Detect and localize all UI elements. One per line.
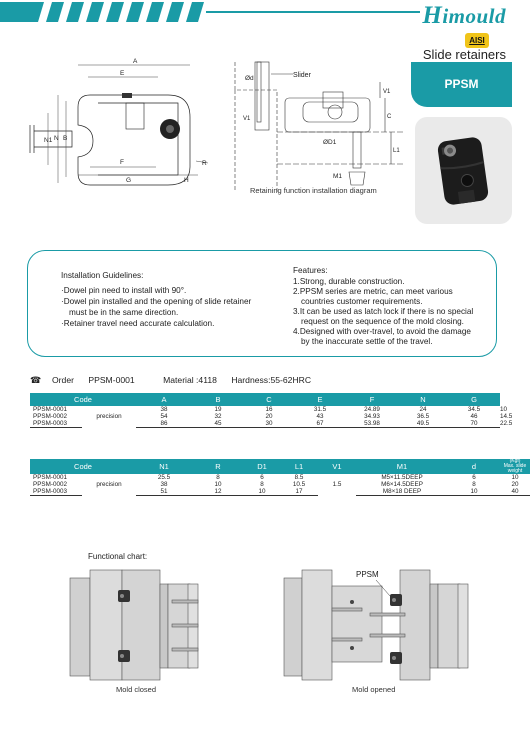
functional-chart-title: Functional chart:: [88, 552, 148, 561]
header-v1: V1: [318, 459, 356, 474]
header-a: A: [136, 393, 192, 406]
phone-icon: ☎: [30, 375, 42, 385]
installation-diagram: [215, 60, 407, 195]
guideline-item: ·Retainer travel need accurate calculation.: [61, 319, 215, 328]
label-f: F: [120, 159, 124, 166]
feature-item: request on the sequence of the mold closing.: [301, 317, 464, 326]
label-v1-right: V1: [383, 89, 391, 95]
feature-item: countries customer requirements.: [301, 297, 423, 306]
label-b: B: [63, 135, 68, 142]
label-d1: ØD1: [323, 139, 337, 146]
header-c: C: [244, 393, 294, 406]
order-code: PPSM-0001: [88, 375, 135, 385]
diagram-caption: Retaining function installation diagram: [250, 186, 377, 195]
label-m1: M1: [333, 173, 343, 180]
brand-logo: Himould: [422, 2, 506, 29]
table-row: PPSM-0001 precision 25.5 8 6 8.5 1.5 M5×11.5DEEP 6 10: [30, 474, 530, 481]
hardness: Hardness:55-62HRC: [231, 375, 312, 385]
ppsm-callout: PPSM: [356, 570, 379, 579]
order-line: [30, 375, 323, 386]
header-m1: M1: [356, 459, 448, 474]
feature-item: 2.PPSM series are metric, can meet various: [293, 287, 453, 296]
table-header: [30, 459, 530, 474]
header-g: G: [448, 393, 500, 406]
feature-item: 3.It can be used as latch lock if there is no special: [293, 307, 474, 316]
feature-item: by the inaccurate settle of the travel.: [301, 337, 433, 346]
part-code-box: PPSM: [411, 62, 512, 107]
header-weight: (Kgf) Max. slide weight: [500, 459, 530, 474]
label-l1: L1: [393, 148, 400, 154]
grade-cell: precision: [96, 413, 122, 421]
label-h: H: [184, 177, 189, 184]
label-g: G: [126, 177, 132, 184]
label-d: Ød: [245, 75, 254, 82]
label-e: E: [120, 70, 125, 77]
header-code: Code: [30, 459, 136, 474]
label-c: C: [387, 114, 392, 120]
dimension-drawing: [8, 55, 223, 235]
feature-item: 4.Designed with over-travel, to avoid the damage: [293, 327, 471, 336]
label-n1: N1: [44, 137, 53, 144]
header-n: N: [398, 393, 448, 406]
feature-item: 1.Strong, durable construction.: [293, 277, 405, 286]
header-code: Code: [30, 393, 136, 406]
table-row: PPSM-0003 51 12 10 17 M8×18 DEEP 10 40: [30, 488, 530, 496]
table-row: PPSM-0002 54 32 20 43 34.93 36.5 46 14.5: [33, 413, 513, 420]
header-n1: N1: [136, 459, 192, 474]
header-l1: L1: [280, 459, 318, 474]
table-row: PPSM-0003 86 45 30 67 53.98 49.5 70 22.5: [30, 420, 500, 428]
table-header: Code A B C E F N G H: [30, 393, 500, 406]
header-d1: D1: [244, 459, 280, 474]
category-title: Slide retainers: [422, 47, 506, 62]
mold-opened-caption: Mold opened: [352, 685, 396, 694]
specification-table: [30, 459, 530, 496]
header-e: E: [294, 393, 346, 406]
mold-closed-diagram: [52, 570, 222, 680]
header-b: B: [192, 393, 244, 406]
mold-opened-diagram: [280, 568, 475, 680]
installation-guidelines: [61, 270, 286, 329]
dimension-table: [30, 393, 513, 428]
header-f: F: [346, 393, 398, 406]
grade-cell: precision: [96, 481, 122, 489]
label-v1-left: V1: [243, 116, 251, 122]
material: Material :4118: [163, 375, 217, 385]
guideline-item: ·Dowel pin need to install with 90°.: [61, 286, 187, 295]
mold-closed-caption: Mold closed: [116, 685, 157, 694]
label-r: R: [202, 160, 207, 167]
label-n: N: [54, 135, 59, 142]
order-label: Order: [52, 375, 74, 385]
v1-cell: 1.5: [332, 481, 342, 489]
product-photo: [415, 117, 512, 224]
header-r: R: [192, 459, 244, 474]
guidelines-title: Installation Guidelines:: [61, 271, 144, 280]
table-row: PPSM-0001 precision 38 19 16 31.5 24.89 24 34.5 10: [30, 406, 500, 413]
features-title: Features:: [293, 266, 328, 275]
guideline-item: ·Dowel pin installed and the opening of slide retainer: [61, 297, 252, 306]
label-a: A: [133, 58, 138, 65]
header-d: d: [448, 459, 500, 474]
guideline-item: must be in the same direction.: [69, 308, 179, 317]
guidelines-box: [27, 250, 497, 357]
table-row: PPSM-0002 38 10 8 10.5 M6×14.5DEEP 8 20: [33, 481, 519, 488]
slider-label: Slider: [293, 72, 311, 79]
features-list: [293, 266, 498, 347]
aisi-badge: AISI: [465, 33, 489, 48]
